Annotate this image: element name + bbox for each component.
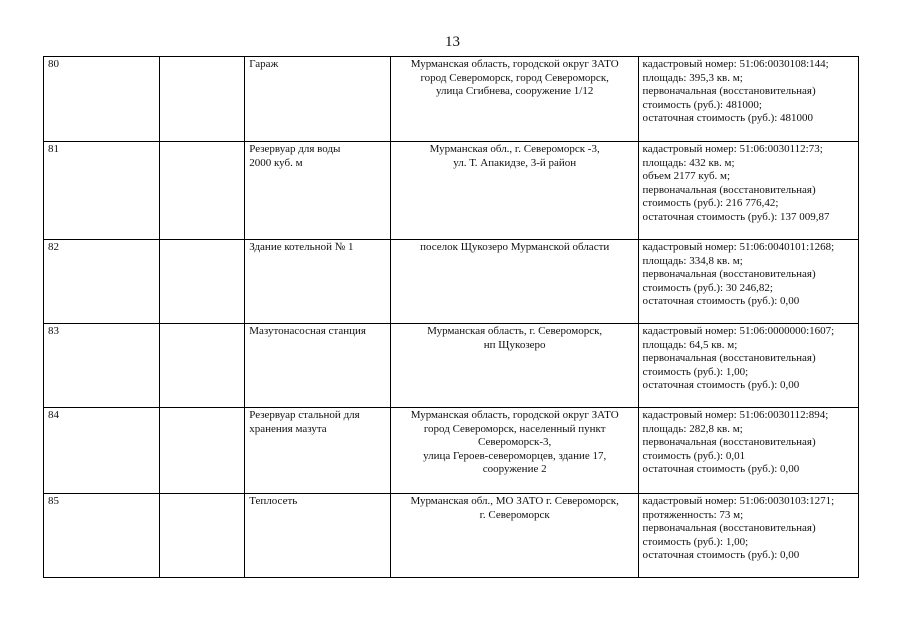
table-row bbox=[44, 408, 859, 494]
address-line: улица Героев-североморцев, здание 17, bbox=[423, 449, 607, 462]
characteristics-cell bbox=[638, 142, 858, 240]
row-number: 84 bbox=[48, 409, 59, 421]
address-line: город Североморск, город Североморск, bbox=[420, 71, 609, 84]
row-number-cell bbox=[44, 240, 160, 324]
address-line: Североморск-3, bbox=[478, 436, 552, 448]
characteristic-line: кадастровый номер: 51:06:0040101:1268; bbox=[642, 241, 835, 253]
characteristic-line: стоимость (руб.): 0,01 bbox=[642, 449, 746, 462]
object-name-line: хранения мазута bbox=[249, 422, 327, 435]
object-name-cell bbox=[245, 57, 391, 142]
characteristic-line: стоимость (руб.): 30 246,82; bbox=[642, 281, 773, 294]
property-registry-table bbox=[43, 56, 859, 578]
empty-cell bbox=[160, 408, 245, 494]
row-number-cell bbox=[44, 494, 160, 578]
address-line: Мурманская область, городской округ ЗАТО bbox=[410, 58, 619, 70]
characteristic-line: площадь: 282,8 кв. м; bbox=[642, 422, 743, 435]
characteristic-line: остаточная стоимость (руб.): 137 009,87 bbox=[642, 210, 830, 223]
address-line: Мурманская обл., МО ЗАТО г. Североморск, bbox=[410, 495, 619, 507]
empty-cell bbox=[160, 240, 245, 324]
characteristics-cell bbox=[638, 324, 858, 408]
characteristic-line: остаточная стоимость (руб.): 0,00 bbox=[642, 463, 800, 475]
address-cell bbox=[390, 494, 638, 578]
address-line: Мурманская обл., г. Североморск -3, bbox=[429, 143, 600, 155]
characteristic-line: кадастровый номер: 51:06:0030112:73; bbox=[642, 143, 823, 155]
address-line: нп Щукозеро bbox=[483, 338, 546, 351]
object-name-line: Здание котельной № 1 bbox=[249, 241, 354, 253]
row-number: 85 bbox=[48, 495, 59, 507]
characteristics-cell bbox=[638, 408, 858, 494]
characteristic-line: объем 2177 куб. м; bbox=[642, 170, 731, 182]
address-cell bbox=[390, 57, 638, 142]
row-number-cell bbox=[44, 324, 160, 408]
empty-cell bbox=[160, 324, 245, 408]
characteristic-line: остаточная стоимость (руб.): 481000 bbox=[642, 112, 814, 124]
object-name-line: Гараж bbox=[249, 58, 279, 70]
characteristic-line: площадь: 64,5 кв. м; bbox=[642, 338, 738, 351]
object-name-line: Мазутонасосная станция bbox=[249, 325, 366, 337]
empty-cell bbox=[160, 142, 245, 240]
object-name-cell bbox=[245, 142, 391, 240]
address-line: г. Североморск bbox=[479, 508, 550, 521]
characteristic-line: площадь: 334,8 кв. м; bbox=[642, 254, 743, 267]
address-line: улица Сгибнева, сооружение 1/12 bbox=[436, 85, 594, 97]
address-line: ул. Т. Апакидзе, 3-й район bbox=[453, 156, 577, 169]
object-name-line: Теплосеть bbox=[249, 495, 298, 507]
characteristic-line: стоимость (руб.): 1,00; bbox=[642, 365, 749, 378]
object-name-cell bbox=[245, 494, 391, 578]
object-name-line: Резервуар для воды bbox=[249, 143, 341, 155]
object-name-line: Резервуар стальной для bbox=[249, 409, 360, 421]
characteristic-line: первоначальная (восстановительная) bbox=[642, 85, 816, 97]
row-number-cell bbox=[44, 408, 160, 494]
address-cell bbox=[390, 142, 638, 240]
characteristic-line: протяженность: 73 м; bbox=[642, 508, 744, 521]
address-cell bbox=[390, 240, 638, 324]
empty-cell bbox=[160, 494, 245, 578]
address-line: сооружение 2 bbox=[482, 463, 547, 475]
row-number: 83 bbox=[48, 325, 59, 337]
empty-cell bbox=[160, 57, 245, 142]
address-line: поселок Щукозеро Мурманской области bbox=[420, 241, 610, 253]
characteristic-line: площадь: 395,3 кв. м; bbox=[642, 71, 743, 84]
table-row bbox=[44, 57, 859, 142]
characteristic-line: остаточная стоимость (руб.): 0,00 bbox=[642, 549, 800, 561]
row-number: 80 bbox=[48, 58, 59, 70]
object-name-cell bbox=[245, 324, 391, 408]
characteristics-cell bbox=[638, 494, 858, 578]
address-line: город Североморск, населенный пункт bbox=[423, 422, 606, 435]
table-row bbox=[44, 142, 859, 240]
object-name-cell bbox=[245, 240, 391, 324]
characteristic-line: первоначальная (восстановительная) bbox=[642, 183, 816, 196]
row-number: 82 bbox=[48, 241, 59, 253]
characteristic-line: первоначальная (восстановительная) bbox=[642, 268, 816, 280]
characteristics-cell bbox=[638, 240, 858, 324]
object-name-cell bbox=[245, 408, 391, 494]
characteristic-line: остаточная стоимость (руб.): 0,00 bbox=[642, 379, 800, 391]
table-row bbox=[44, 240, 859, 324]
characteristic-line: кадастровый номер: 51:06:0030103:1271; bbox=[642, 495, 835, 507]
table-row bbox=[44, 324, 859, 408]
characteristic-line: площадь: 432 кв. м; bbox=[642, 156, 735, 169]
characteristic-line: кадастровый номер: 51:06:0000000:1607; bbox=[642, 325, 835, 337]
characteristics-cell bbox=[638, 57, 858, 142]
object-name-line: 2000 куб. м bbox=[249, 156, 303, 169]
characteristic-line: остаточная стоимость (руб.): 0,00 bbox=[642, 295, 800, 307]
characteristic-line: стоимость (руб.): 1,00; bbox=[642, 535, 749, 548]
characteristic-line: стоимость (руб.): 481000; bbox=[642, 98, 762, 111]
row-number-cell bbox=[44, 142, 160, 240]
address-line: Мурманская область, городской округ ЗАТО bbox=[410, 409, 619, 421]
page-number: 13 bbox=[445, 34, 460, 50]
characteristic-line: первоначальная (восстановительная) bbox=[642, 436, 816, 448]
table-row bbox=[44, 494, 859, 578]
characteristic-line: первоначальная (восстановительная) bbox=[642, 522, 816, 534]
characteristic-line: кадастровый номер: 51:06:0030112:894; bbox=[642, 409, 829, 421]
row-number: 81 bbox=[48, 143, 59, 155]
address-cell bbox=[390, 324, 638, 408]
characteristic-line: кадастровый номер: 51:06:0030108:144; bbox=[642, 58, 829, 70]
characteristic-line: первоначальная (восстановительная) bbox=[642, 352, 816, 364]
address-line: Мурманская область, г. Североморск, bbox=[427, 325, 603, 337]
characteristic-line: стоимость (руб.): 216 776,42; bbox=[642, 197, 779, 209]
address-cell bbox=[390, 408, 638, 494]
row-number-cell bbox=[44, 57, 160, 142]
